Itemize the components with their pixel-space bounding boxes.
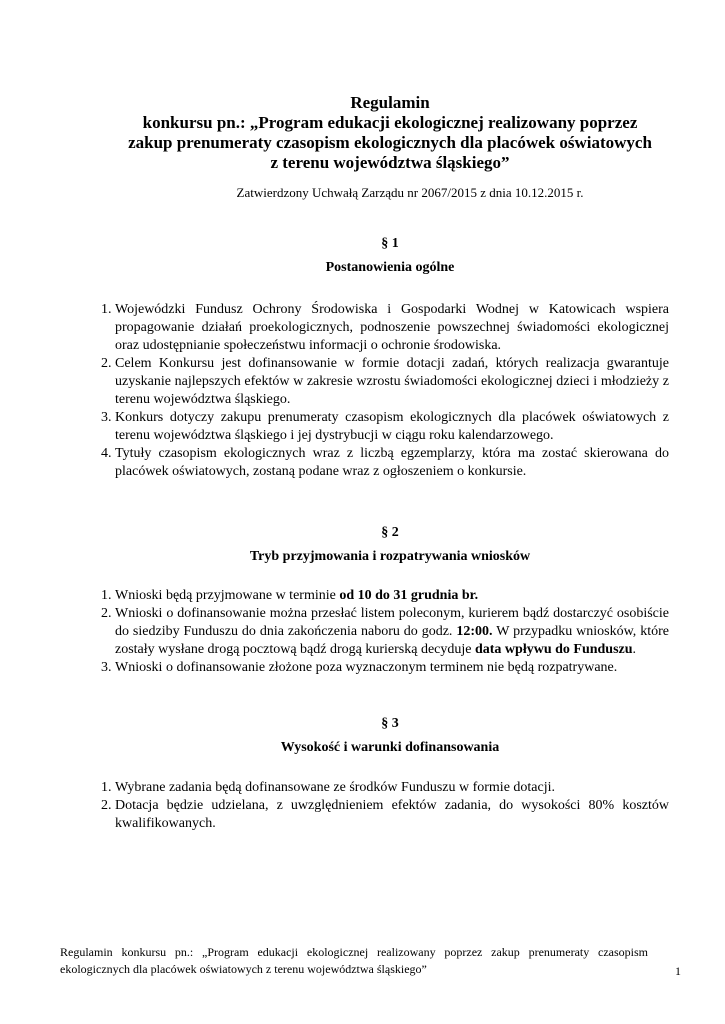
- section-1-list: [93, 301, 669, 481]
- list-item: 3. Wnioski o dofinansowanie złożone poza wyznaczonym terminem nie będą rozpatrywane.: [115, 659, 669, 677]
- receipt-date-phrase: data wpływu do Funduszu: [474, 642, 633, 657]
- item-text: Wnioski będą przyjmowane w terminie: [115, 588, 340, 603]
- section-2-list: [93, 587, 669, 677]
- section-3-list: [93, 779, 669, 833]
- title-line-3: zakup prenumeraty czasopism ekologicznych dla placówek oświatowych: [128, 133, 652, 152]
- page-footer: Regulamin konkursu pn.: „Program edukacji ekologicznej realizowany poprzez zakup prenumeraty czasopism ekologicznych dla placówek oświatowych z terenu województwa śląskiego”: [60, 945, 648, 976]
- list-item: [115, 605, 669, 659]
- list-item: [115, 587, 669, 605]
- section-1-title: Postanowienia ogólne: [325, 260, 455, 275]
- section-2-title: Tryb przyjmowania i rozpatrywania wniosków: [249, 549, 531, 564]
- title-line-4: z terenu województwa śląskiego”: [270, 153, 510, 172]
- list-item: 2. Dotacja będzie udzielana, z uwzględnieniem efektów zadania, do wysokości 80% kosztów kwalifikowanych.: [115, 797, 669, 833]
- list-item: 2. Celem Konkursu jest dofinansowanie w formie dotacji zadań, których realizacja gwarantuje uzyskanie najlepszych efektów w zakresie wzrostu świadomości ekologicznej dzieci i młodzieży z terenu województwa śląskiego.: [115, 355, 669, 409]
- section-1-number: § 1: [381, 236, 399, 251]
- item-text: .: [632, 642, 637, 657]
- item-text: Wnioski o dofinansowanie można przesłać listem poleconym, kurierem bądź dostarczyć osobiście do siedziby Funduszu do dnia zakończenia naboru do godz.: [115, 606, 669, 639]
- page-number: 1: [675, 964, 681, 978]
- deadline-dates: od 10 do 31 grudnia br.: [339, 588, 479, 603]
- item-text: W przypadku wniosków, które zostały wysłane drogą pocztową bądź drogą kurierską decyduje: [115, 624, 669, 657]
- section-3-number: § 3: [381, 716, 399, 731]
- list-item: 1. Wojewódzki Fundusz Ochrony Środowiska i Gospodarki Wodnej w Katowicach wspiera propagowanie działań proekologicznych, podnoszenie powszechnej świadomości ekologicznej oraz udostępnianie społeczeństwu informacji o ochronie środowiska.: [115, 301, 669, 355]
- list-item: 4. Tytuły czasopism ekologicznych wraz z liczbą egzemplarzy, która ma zostać skierowana do placówek oświatowych, zostaną podane wraz z ogłoszeniem o konkursie.: [115, 445, 669, 481]
- title-line-2: konkursu pn.: „Program edukacji ekologicznej realizowany poprzez: [142, 113, 638, 132]
- deadline-time: 12:00.: [456, 624, 493, 639]
- section-2-number: § 2: [381, 525, 399, 540]
- title-line-1: Regulamin: [350, 93, 430, 112]
- list-item: 1. Wybrane zadania będą dofinansowane ze środków Funduszu w formie dotacji.: [115, 779, 669, 797]
- document-title: [60, 93, 720, 173]
- section-3-title: Wysokość i warunki dofinansowania: [280, 740, 500, 755]
- list-item: 3. Konkurs dotyczy zakupu prenumeraty czasopism ekologicznych dla placówek oświatowych z terenu województwa śląskiego i jej dystrybucji w ciągu roku kalendarzowego.: [115, 409, 669, 445]
- approval-note: Zatwierdzony Uchwałą Zarządu nr 2067/2015 z dnia 10.12.2015 r.: [236, 185, 584, 200]
